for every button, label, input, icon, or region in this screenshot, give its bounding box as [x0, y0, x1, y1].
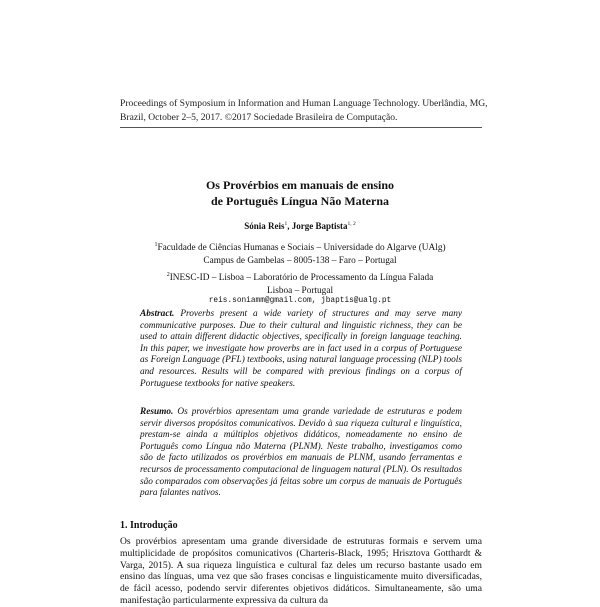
- author-emails: reis.soniamm@gmail.com, jbaptis@ualg.pt: [208, 297, 392, 305]
- header-divider: [120, 127, 482, 128]
- affiliation-mark: 2: [166, 272, 170, 278]
- affiliation-line: [100, 239, 500, 255]
- title-line-1: Os Provérbios em manuais de ensino: [205, 178, 395, 192]
- author-name: Sónia Reis: [244, 221, 285, 231]
- affiliation-2: [100, 269, 500, 298]
- section-heading: 1. Introdução: [120, 520, 178, 531]
- affiliation-mark: 1: [154, 242, 158, 248]
- resumo-text: Os provérbios apresentam uma grande variedade de estruturas e podem servir diversos propósitos comunicativos. Devido à sua riqueza cultural e linguística, prestam-se ainda a múltiplos objetivos didáticos, nomeadamente no ensino de Português como Língua não Materna (PLNM). Neste trabalho, investigamos como são de facto utilizados os provérbios em manuais de PLNM, usando ferramentas e recursos de processamento computacional de linguagem natural (PLN). Os resultados são comparados com observações já feitas sobre um corpus de manuais de Português para falantes nativos.: [140, 407, 462, 499]
- section-body-text: Os provérbios apresentam uma grande diversidade de estruturas formais e servem uma multiplicidade de propósitos comunicativos (Charteris-Black, 1995; Hrisztova Gotthardt & Varga, 2015). A sua riqueza linguística e cultural faz deles um recurso bastante usado em ensino das línguas, uma vez que são frases concisas e linguisticamente muito diversificadas, de fácil acesso, podendo servir diferentes objetivos didáticos. Simultaneamente, são uma manifestação particularmente expressiva da cultura da: [120, 536, 482, 606]
- affiliation-1: [100, 239, 500, 268]
- resumo-label: Resumo.: [140, 407, 174, 417]
- proceedings-header: [120, 97, 490, 124]
- author-affiliation-mark: 1, 2: [347, 221, 356, 227]
- abstract-portuguese: [140, 407, 462, 500]
- header-line-1: Proceedings of Symposium in Information and Human Language Technology. Uberlândia, MG,: [120, 98, 488, 109]
- header-line-2: Brazil, October 2–5, 2017. ©2017 Sociedade Brasileira de Computação.: [120, 111, 398, 123]
- abstract-english: [140, 309, 462, 390]
- abstract-text: Proverbs present a wide variety of structures and may serve many communicative purposes. Due to their cultural and linguistic richness, they can be used to attain different didactic objectives, specifically in foreign language teaching. In this paper, we investigate how proverbs are in fact used in a corpus of Portuguese as Foreign Language (PFL) textbooks, using natural language processing (NLP) tools and resources. Results will be compared with previous findings on a corpus of Portuguese textbooks for native speakers.: [140, 309, 462, 389]
- author-list: [100, 221, 500, 231]
- affiliation-institution: INESC-ID – Lisboa – Laboratório de Processamento da Língua Falada: [169, 273, 434, 284]
- title-line-2: de Português Língua Não Materna: [211, 194, 389, 208]
- author-separator: ,: [287, 221, 292, 231]
- affiliation-line: [100, 269, 500, 285]
- paper-title: [100, 177, 500, 209]
- affiliation-address: Lisboa – Portugal: [266, 286, 334, 297]
- author-affiliation-mark: 1: [284, 221, 288, 227]
- abstract-label: Abstract.: [140, 309, 175, 319]
- affiliation-institution: Faculdade de Ciências Humanas e Sociais – Universidade do Algarve (UAlg): [157, 243, 446, 254]
- author-name: Jorge Baptista: [291, 221, 348, 231]
- affiliation-address: Campus de Gambelas – 8005-138 – Faro – Portugal: [203, 256, 397, 267]
